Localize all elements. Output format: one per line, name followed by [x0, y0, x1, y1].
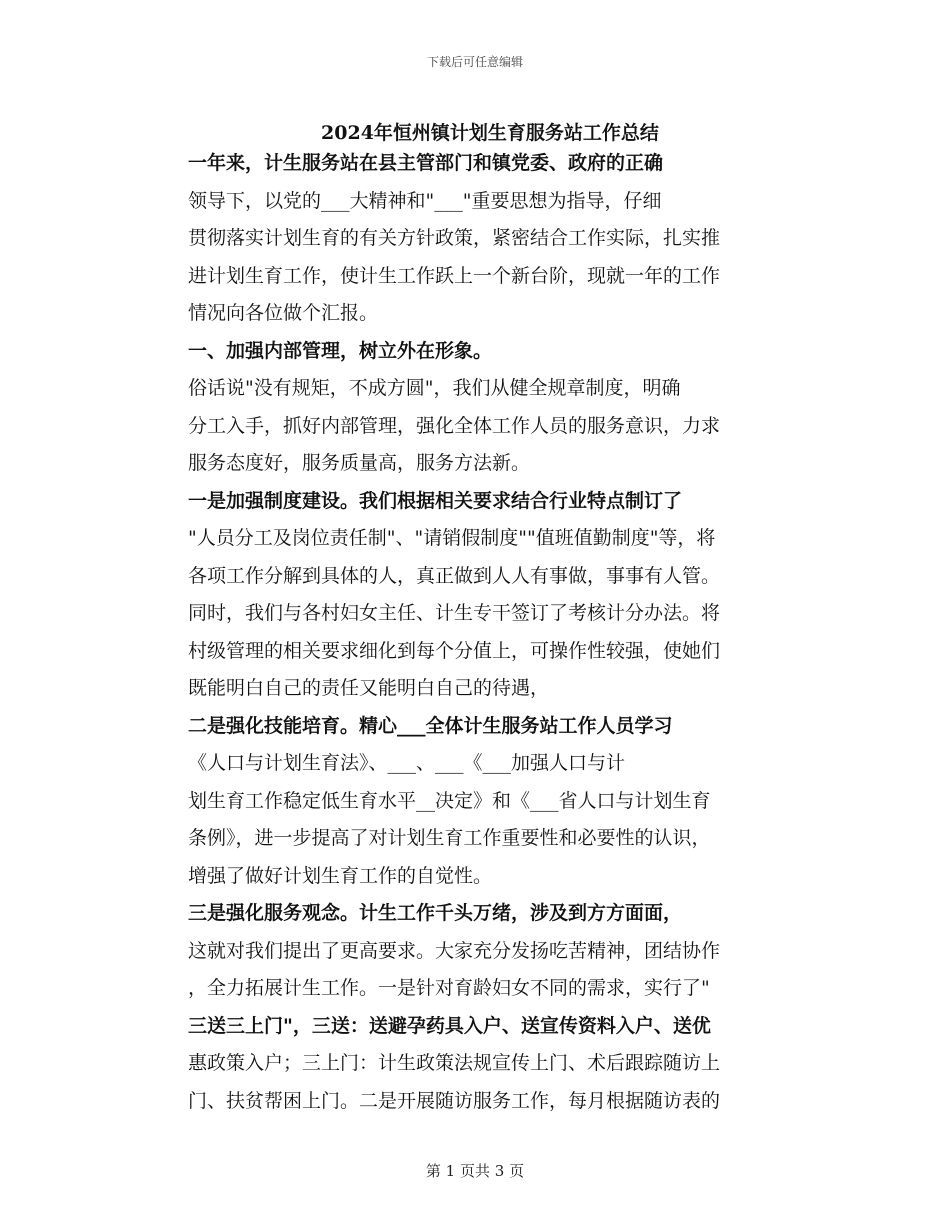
text-line: 既能明白自己的责任又能明白自己的待遇，	[188, 677, 550, 699]
text-line: 一、加强内部管理，树立外在形象。	[188, 339, 493, 362]
text-line: 分工入手，抓好内部管理，强化全体工作人员的服务意识，力求	[188, 414, 721, 437]
text-line: 增强了做好计划生育工作的自觉性。	[188, 864, 493, 887]
text-line: 一年来，计生服务站在县主管部门和镇党委、政府的正确	[188, 152, 664, 174]
text-line: 三是强化服务观念。计生工作千头万绪，涉及到方方面面，	[188, 902, 683, 924]
document-title: 2024年恒州镇计划生育服务站工作总结	[321, 122, 659, 144]
text-line: 领导下，以党的___大精神和"___"重要思想为指导，仔细	[188, 189, 662, 212]
text-line: 门、扶贫帮困上门。二是开展随访服务工作，每月根据随访表的	[188, 1089, 721, 1112]
text-line: 条例》，进一步提高了对计划生育工作重要性和必要性的认识，	[188, 827, 711, 849]
text-line: 二是强化技能培育。精心___全体计生服务站工作人员学习	[188, 714, 673, 737]
text-line: 贯彻落实计划生育的有关方针政策，紧密结合工作实际，扎实推	[188, 227, 721, 249]
text-line: 这就对我们提出了更高要求。大家充分发扬吃苦精神，团结协作	[188, 939, 721, 962]
text-line: 情况向各位做个汇报。	[188, 302, 379, 324]
header-note: 下载后可任意编辑	[426, 55, 523, 69]
text-line: "人员分工及岗位责任制"、"请销假制度""值班值勤制度"等，将	[188, 527, 716, 549]
text-line: 俗话说"没有规矩，不成方圆"，我们从健全规章制度，明确	[188, 377, 681, 399]
text-line: 一是加强制度建设。我们根据相关要求结合行业特点制订了	[188, 489, 683, 512]
text-line: 村级管理的相关要求细化到每个分值上，可操作性较强，使她们	[188, 639, 721, 662]
text-line: 同时，我们与各村妇女主任、计生专干签订了考核计分办法。将	[188, 602, 721, 624]
text-line: 划生育工作稳定低生育水平__决定》和《___省人口与计划生育	[188, 789, 711, 812]
text-line: 进计划生育工作，使计生工作跃上一个新台阶，现就一年的工作	[188, 264, 721, 287]
text-line: 服务态度好，服务质量高，服务方法新。	[188, 452, 531, 474]
text-line: ，全力拓展计生工作。一是针对育龄妇女不同的需求，实行了"	[188, 977, 710, 999]
text-line: 惠政策入户；三上门：计生政策法规宣传上门、术后跟踪随访上	[188, 1052, 721, 1074]
document-body	[188, 145, 798, 1120]
text-line: 《人口与计划生育法》、___、___《___加强人口与计	[188, 752, 626, 774]
page-footer: 第 1 页共 3 页	[425, 1162, 525, 1180]
text-line: 三送三上门"，三送：送避孕药具入户、送宣传资料入户、送优	[188, 1014, 711, 1037]
text-line: 各项工作分解到具体的人，真正做到人人有事做，事事有人管。	[188, 564, 721, 587]
